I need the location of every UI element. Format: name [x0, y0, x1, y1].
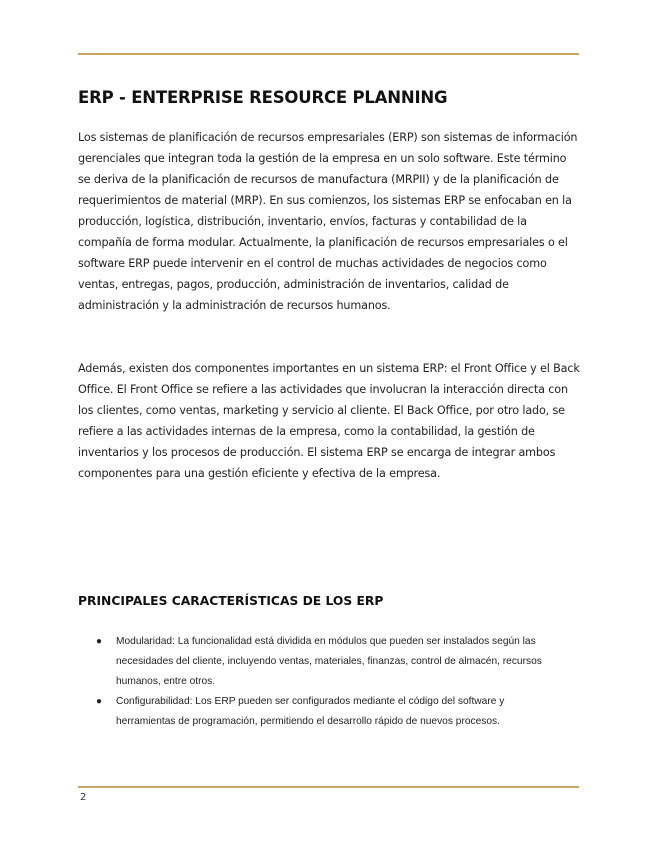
page-number: 2 [80, 792, 87, 803]
paragraph-erp-definition: Los sistemas de planificación de recursos empresariales (ERP) son sistemas de información gerenciales que integran toda la gestión de la empresa en un solo software. Este término se deriva de la planificación de recursos de manufactura (MRPII) y de la planificación de requerimientos de material (MRP). En sus comienzos, los sistemas ERP se enfocaban en la producción, logística, distribución, inventario, envíos, facturas y contabilidad de la compañía de forma modular. Actualmente, la planificación de recursos empresariales o el software ERP puede intervenir en el control de muchas actividades de negocios como ventas, entregas, pagos, producción, administración de inventarios, calidad de administración y la administración de recursos humanos. [78, 131, 578, 312]
feature-text-modularidad: Modularidad: La funcionalidad está dividida en módulos que pueden ser instalados según las necesidades del cliente, incluyendo ventas, materiales, finanzas, control de almacén, recursos humanos, entre otros. [116, 636, 542, 687]
page-title: ERP - ENTERPRISE RESOURCE PLANNING [78, 88, 448, 107]
feature-text-configurabilidad: Configurabilidad: Los ERP pueden ser configurados mediante el código del software y herramientas de programación, permitiendo el desarrollo rápido de nuevos procesos. [116, 696, 505, 727]
bullet-icon: ● [96, 636, 103, 647]
features-list [96, 632, 566, 732]
list-item [96, 632, 566, 692]
header-divider [78, 53, 579, 55]
footer-divider [78, 786, 579, 788]
list-item [96, 692, 566, 732]
section-heading: PRINCIPALES CARACTERÍSTICAS DE LOS ERP [78, 594, 384, 608]
paragraph-front-back-office: Además, existen dos componentes importantes en un sistema ERP: el Front Office y el Back Office. El Front Office se refiere a las actividades que involucran la interacción directa con los clientes, como ventas, marketing y servicio al cliente. El Back Office, por otro lado, se refiere a las actividades internas de la empresa, como la contabilidad, la gestión de inventarios y los procesos de producción. El sistema ERP se encarga de integrar ambos componentes para una gestión eficiente y efectiva de la empresa. [78, 362, 580, 480]
bullet-icon: ● [96, 696, 103, 707]
